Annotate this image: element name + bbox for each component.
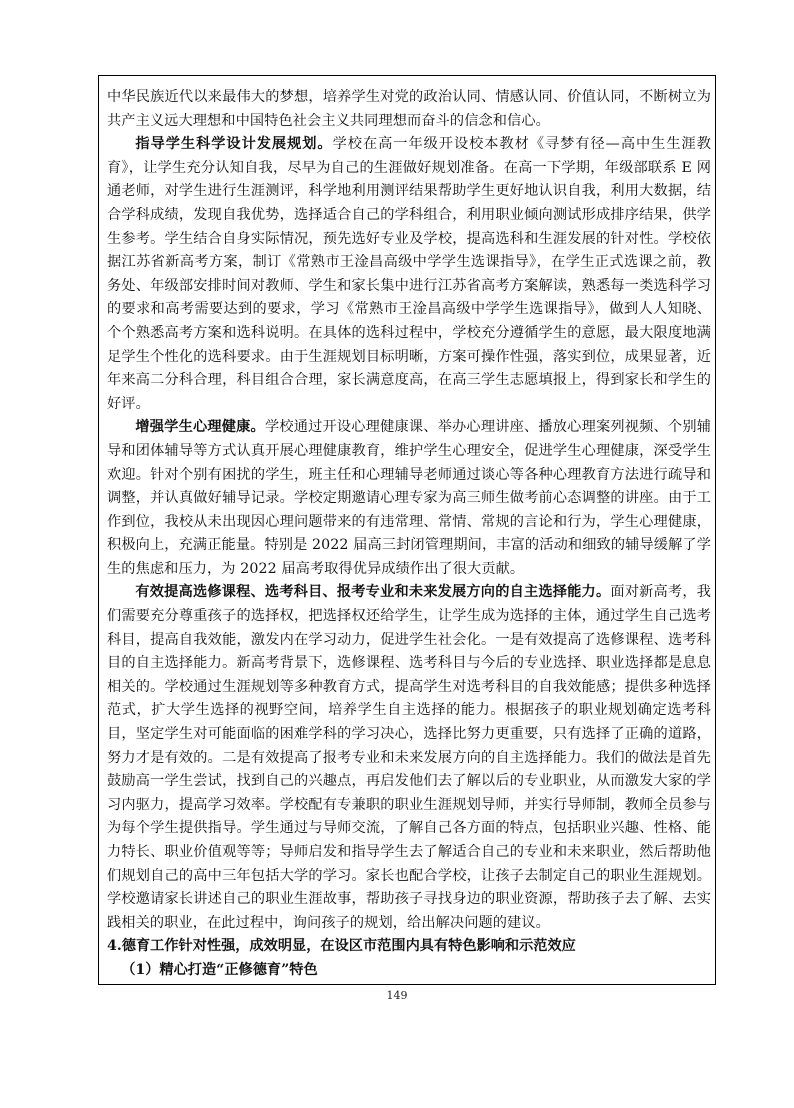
document-frame xyxy=(98,75,716,985)
paragraph-career-planning xyxy=(107,133,711,416)
paragraph-text: 中华民族近代以来最伟大的梦想，培养学生对党的政治认同、情感认同、价值认同，不断树立为共产主义远大理想和中国特色社会主义共同理想而奋斗的信念和信心。 xyxy=(107,89,711,129)
paragraph-text: 学校通过开设心理健康课、举办心理讲座、播放心理案列视频、个别辅导和团体辅导等方式认真开展心理健康教育，维护学生心理安全，促进学生心理健康，深受学生欢迎。针对个别有困扰的学生，班主任和心理辅导老师通过谈心等各种心理教育方法进行疏导和调整，并认真做好辅导记录。学校定期邀请心理专家为高三师生做考前心态调整的讲座。由于工作到位，我校从未出现因心理问题带来的有违常理、常情、常规的言论和行为，学生心理健康，积极向上，充满正能量。特别是 2022 届高三封闭管理期间，丰富的活动和细致的辅导缓解了学生的焦虑和压力，为 2022 届高考取得优异成绩作出了很大贡献。 xyxy=(107,419,712,577)
paragraph-text: 学校在高一年级开设校本教材《寻梦有径—高中生生涯教育》，让学生充分认知自我，尽早为自己的生涯做好规划准备。在高一下学期，年级部联系 E 网通老师，对学生进行生涯测评，科学地利用测评结果帮助学生更好地认识自我，利用大数据，结合学科成绩，发现自我优势，选择适合自己的学科组合，利用职业倾向测试形成排序结果，供学生参考。学生结合自身实际情况，预先选好专业及学校，提高选科和生涯发展的针对性。学校依据江苏省新高考方案，制订《常熟市王淦昌高级中学学生选课指导》，在学生正式选课之前，教务处、年级部安排时间对教师、学生和家长集中进行江苏省高考方案解读，熟悉每一类选科学习的要求和高考需要达到的要求，学习《常熟市王淦昌高级中学学生选课指导》，做到人人知晓、个个熟悉高考方案和选科说明。在具体的选科过程中，学校充分遵循学生的意愿，最大限度地满足学生个性化的选科要求。由于生涯规划目标明晰，方案可操作性强，落实到位，成果显著，近年来高二分科合理，科目组合合理，家长满意度高，在高三学生志愿填报上，得到家长和学生的好评。 xyxy=(107,136,711,412)
section-heading: 4.德育工作针对性强，成效明显，在设区市范围内具有特色影响和示范效应 xyxy=(107,938,576,955)
paragraph-lead: 指导学生科学设计发展规划。 xyxy=(135,136,333,153)
paragraph-final xyxy=(107,983,711,985)
paragraph-text: 面对新高考，我们需要充分尊重孩子的选择权，把选择权还给学生，让学生成为选择的主体，通过学生自己选考科目，提高自我效能，激发内在学习动力，促进学生社会化。一是有效提高了选修课程、选考科目的自主选择能力。新高考背景下，选修课程、选考科目与今后的专业选择、职业选择都是息息相关的。学校通过生涯规划等多种教育方式，提高学生对选考科目的自我效能感；提供多种选择范式，扩大学生选择的视野空间，培养学生自主选择的能力。根据孩子的职业规划确定选考科目，坚定学生对可能面临的困难学科的学习决心，选择比努力更重要，只有选择了正确的道路，努力才是有效的。二是有效提高了报考专业和未来发展方向的自主选择能力。我们的做法是首先鼓励高一学生尝试，找到自己的兴趣点，再启发他们去了解以后的专业职业，从而激发大家的学习内驱力，提高学习效率。学校配有专兼职的职业生涯规划导师，并实行导师制，教师全员参与为每个学生提供指导。学生通过与导师交流，了解自己各方面的特点，包括职业兴趣、性格、能力特长、职业价值观等等；导师启发和指导学生去了解适合自己的专业和未来职业，然后帮助他们规划自己的高中三年包括大学的学习。家长也配合学校，让孩子去制定自己的职业生涯规划。学校邀请家长讲述自己的职业生涯故事，帮助孩子寻找身边的职业资源，帮助孩子去了解、去实践相关的职业，在此过程中，询问孩子的规划，给出解决问题的建议。 xyxy=(107,584,712,931)
paragraph-mental-health xyxy=(107,416,711,581)
page-number: 149 xyxy=(386,989,408,1002)
paragraph-lead: 增强学生心理健康。 xyxy=(135,419,265,436)
paragraph-continuation xyxy=(107,86,711,133)
paragraph-lead: 有效提高选修课程、选考科目、报考专业和未来发展方向的自主选择能力。 xyxy=(135,584,611,601)
subsection-heading: （1）精心打造“正修德育”特色 xyxy=(121,961,318,978)
paragraph-autonomous-choice xyxy=(107,581,711,935)
